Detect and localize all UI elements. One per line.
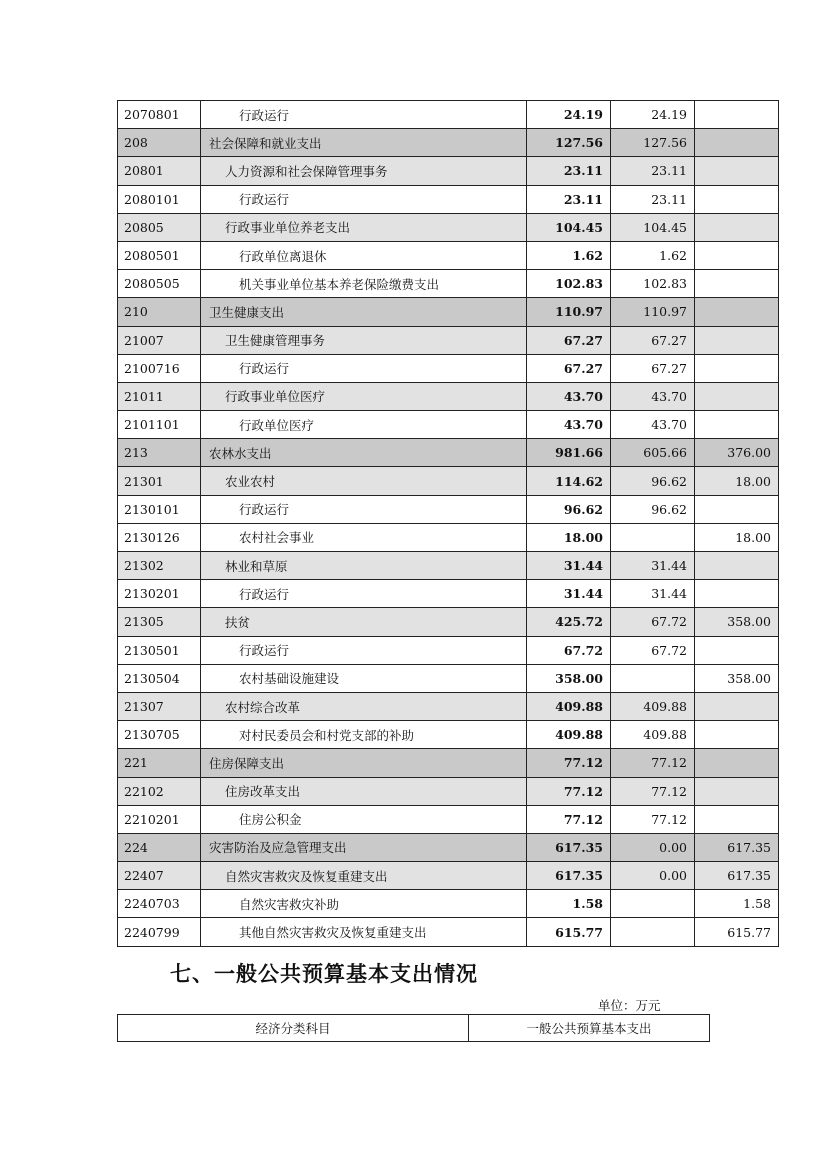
- row-name: 扶贫: [201, 608, 527, 636]
- row-project: [695, 580, 779, 608]
- row-code: 208: [118, 129, 201, 157]
- row-code: 2080501: [118, 241, 201, 269]
- row-basic: [611, 918, 695, 946]
- row-basic: 67.27: [611, 354, 695, 382]
- row-total: 67.27: [527, 326, 611, 354]
- table-row: [118, 749, 779, 777]
- row-name: 行政运行: [201, 636, 527, 664]
- row-code: 221: [118, 749, 201, 777]
- row-total: 358.00: [527, 664, 611, 692]
- table-row: [118, 833, 779, 861]
- table-row: [118, 552, 779, 580]
- row-name: 农村基础设施建设: [201, 664, 527, 692]
- table-row: [118, 439, 779, 467]
- row-name: 行政运行: [201, 354, 527, 382]
- table-row: [118, 157, 779, 185]
- row-project: 18.00: [695, 467, 779, 495]
- table-row: [118, 918, 779, 946]
- row-project: [695, 298, 779, 326]
- table-row: [118, 185, 779, 213]
- row-project: 376.00: [695, 439, 779, 467]
- row-total: 23.11: [527, 185, 611, 213]
- basic-expense-table: [117, 1014, 710, 1042]
- row-code: 21305: [118, 608, 201, 636]
- row-total: 67.72: [527, 636, 611, 664]
- row-total: 425.72: [527, 608, 611, 636]
- header-basic-expense: 一般公共预算基本支出: [469, 1015, 710, 1042]
- row-basic: 409.88: [611, 692, 695, 720]
- row-code: 2130126: [118, 523, 201, 551]
- table-row: [118, 692, 779, 720]
- row-project: 617.35: [695, 833, 779, 861]
- row-total: 31.44: [527, 552, 611, 580]
- budget-table-body: [118, 101, 779, 947]
- row-basic: 24.19: [611, 101, 695, 129]
- row-basic: 127.56: [611, 129, 695, 157]
- row-project: [695, 382, 779, 410]
- row-name: 农村综合改革: [201, 692, 527, 720]
- row-name: 农林水支出: [201, 439, 527, 467]
- row-basic: 110.97: [611, 298, 695, 326]
- row-project: [695, 552, 779, 580]
- row-project: 615.77: [695, 918, 779, 946]
- table-row: [118, 636, 779, 664]
- row-name: 住房公积金: [201, 805, 527, 833]
- row-name: 行政事业单位医疗: [201, 382, 527, 410]
- row-basic: 77.12: [611, 805, 695, 833]
- row-total: 615.77: [527, 918, 611, 946]
- row-project: [695, 129, 779, 157]
- unit-label: 单位：万元: [598, 998, 661, 1013]
- row-basic: [611, 890, 695, 918]
- section-heading: 七、一般公共预算基本支出情况: [170, 962, 478, 986]
- row-name: 农业农村: [201, 467, 527, 495]
- row-basic: 77.12: [611, 749, 695, 777]
- row-total: 114.62: [527, 467, 611, 495]
- table-row: [118, 382, 779, 410]
- row-total: 104.45: [527, 213, 611, 241]
- row-basic: 23.11: [611, 157, 695, 185]
- row-total: 18.00: [527, 523, 611, 551]
- row-code: 2080101: [118, 185, 201, 213]
- table-row: [118, 101, 779, 129]
- row-name: 林业和草原: [201, 552, 527, 580]
- row-basic: 67.27: [611, 326, 695, 354]
- row-name: 行政运行: [201, 101, 527, 129]
- row-code: 2130504: [118, 664, 201, 692]
- row-basic: 23.11: [611, 185, 695, 213]
- table-row: [118, 129, 779, 157]
- row-total: 96.62: [527, 495, 611, 523]
- table-row: [118, 580, 779, 608]
- row-total: 43.70: [527, 411, 611, 439]
- row-code: 210: [118, 298, 201, 326]
- row-code: 2070801: [118, 101, 201, 129]
- row-code: 22102: [118, 777, 201, 805]
- row-total: 102.83: [527, 270, 611, 298]
- row-basic: 0.00: [611, 833, 695, 861]
- table-row: [118, 326, 779, 354]
- table-row: [118, 467, 779, 495]
- row-total: 24.19: [527, 101, 611, 129]
- row-name: 行政运行: [201, 495, 527, 523]
- row-name: 行政单位离退休: [201, 241, 527, 269]
- row-project: 1.58: [695, 890, 779, 918]
- header-economic-category: 经济分类科目: [118, 1015, 469, 1042]
- table-row: [118, 354, 779, 382]
- row-project: [695, 326, 779, 354]
- row-basic: 1.62: [611, 241, 695, 269]
- row-code: 21307: [118, 692, 201, 720]
- row-total: 1.58: [527, 890, 611, 918]
- row-code: 2080505: [118, 270, 201, 298]
- row-code: 2130201: [118, 580, 201, 608]
- row-name: 行政运行: [201, 185, 527, 213]
- row-code: 2130501: [118, 636, 201, 664]
- row-code: 224: [118, 833, 201, 861]
- row-code: 2240799: [118, 918, 201, 946]
- row-name: 住房保障支出: [201, 749, 527, 777]
- row-project: [695, 777, 779, 805]
- table-header-row: [118, 1015, 710, 1042]
- table-row: [118, 805, 779, 833]
- row-name: 对村民委员会和村党支部的补助: [201, 721, 527, 749]
- row-project: 358.00: [695, 664, 779, 692]
- row-total: 127.56: [527, 129, 611, 157]
- row-project: [695, 241, 779, 269]
- row-code: 2240703: [118, 890, 201, 918]
- table-row: [118, 862, 779, 890]
- row-name: 行政运行: [201, 580, 527, 608]
- row-project: [695, 721, 779, 749]
- row-basic: [611, 523, 695, 551]
- row-project: [695, 411, 779, 439]
- row-name: 行政单位医疗: [201, 411, 527, 439]
- row-basic: [611, 664, 695, 692]
- row-project: [695, 692, 779, 720]
- row-code: 2100716: [118, 354, 201, 382]
- row-project: [695, 495, 779, 523]
- row-code: 21302: [118, 552, 201, 580]
- row-basic: 67.72: [611, 608, 695, 636]
- row-total: 77.12: [527, 805, 611, 833]
- row-basic: 0.00: [611, 862, 695, 890]
- row-basic: 102.83: [611, 270, 695, 298]
- row-code: 21011: [118, 382, 201, 410]
- row-name: 灾害防治及应急管理支出: [201, 833, 527, 861]
- row-project: [695, 157, 779, 185]
- row-total: 110.97: [527, 298, 611, 326]
- row-code: 2210201: [118, 805, 201, 833]
- row-name: 其他自然灾害救灾及恢复重建支出: [201, 918, 527, 946]
- table-row: [118, 213, 779, 241]
- row-name: 住房改革支出: [201, 777, 527, 805]
- row-code: 2130705: [118, 721, 201, 749]
- row-basic: 67.72: [611, 636, 695, 664]
- row-total: 31.44: [527, 580, 611, 608]
- row-project: [695, 185, 779, 213]
- row-basic: 43.70: [611, 382, 695, 410]
- row-total: 1.62: [527, 241, 611, 269]
- row-total: 409.88: [527, 721, 611, 749]
- row-name: 行政事业单位养老支出: [201, 213, 527, 241]
- row-project: [695, 101, 779, 129]
- table-row: [118, 298, 779, 326]
- row-project: [695, 636, 779, 664]
- row-total: 617.35: [527, 833, 611, 861]
- row-code: 21007: [118, 326, 201, 354]
- row-code: 20805: [118, 213, 201, 241]
- row-basic: 96.62: [611, 467, 695, 495]
- row-project: [695, 805, 779, 833]
- row-basic: 605.66: [611, 439, 695, 467]
- row-name: 自然灾害救灾补助: [201, 890, 527, 918]
- row-total: 67.27: [527, 354, 611, 382]
- table-row: [118, 270, 779, 298]
- row-code: 213: [118, 439, 201, 467]
- row-total: 43.70: [527, 382, 611, 410]
- row-basic: 77.12: [611, 777, 695, 805]
- row-total: 409.88: [527, 692, 611, 720]
- table-row: [118, 523, 779, 551]
- row-code: 2101101: [118, 411, 201, 439]
- row-name: 卫生健康支出: [201, 298, 527, 326]
- row-project: [695, 749, 779, 777]
- row-code: 22407: [118, 862, 201, 890]
- row-basic: 409.88: [611, 721, 695, 749]
- row-name: 卫生健康管理事务: [201, 326, 527, 354]
- row-total: 23.11: [527, 157, 611, 185]
- row-project: 617.35: [695, 862, 779, 890]
- row-code: 21301: [118, 467, 201, 495]
- table-row: [118, 777, 779, 805]
- row-code: 2130101: [118, 495, 201, 523]
- table-row: [118, 411, 779, 439]
- row-total: 77.12: [527, 777, 611, 805]
- row-total: 617.35: [527, 862, 611, 890]
- table-row: [118, 241, 779, 269]
- row-basic: 104.45: [611, 213, 695, 241]
- row-project: 358.00: [695, 608, 779, 636]
- row-name: 机关事业单位基本养老保险缴费支出: [201, 270, 527, 298]
- row-basic: 96.62: [611, 495, 695, 523]
- row-name: 社会保障和就业支出: [201, 129, 527, 157]
- row-name: 农村社会事业: [201, 523, 527, 551]
- row-project: [695, 270, 779, 298]
- row-name: 自然灾害救灾及恢复重建支出: [201, 862, 527, 890]
- table-row: [118, 664, 779, 692]
- row-total: 77.12: [527, 749, 611, 777]
- row-basic: 31.44: [611, 580, 695, 608]
- table-row: [118, 721, 779, 749]
- row-basic: 43.70: [611, 411, 695, 439]
- table-row: [118, 608, 779, 636]
- row-code: 20801: [118, 157, 201, 185]
- row-name: 人力资源和社会保障管理事务: [201, 157, 527, 185]
- table-row: [118, 495, 779, 523]
- row-basic: 31.44: [611, 552, 695, 580]
- row-project: 18.00: [695, 523, 779, 551]
- budget-table: [117, 100, 779, 947]
- table-row: [118, 890, 779, 918]
- row-project: [695, 213, 779, 241]
- row-project: [695, 354, 779, 382]
- row-total: 981.66: [527, 439, 611, 467]
